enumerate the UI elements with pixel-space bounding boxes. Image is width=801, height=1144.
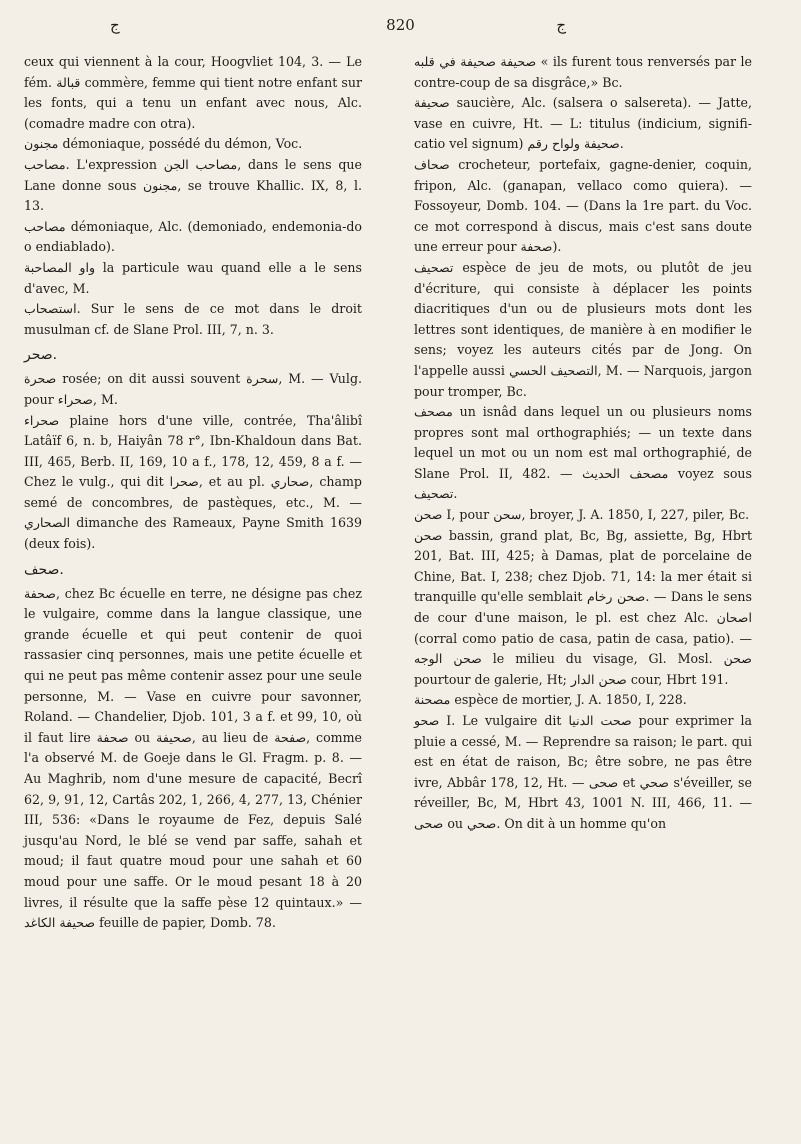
dictionary-entry: مصحنة espèce de mortier, J. A. 1850, I, 228. [414,692,687,708]
dictionary-entry: صحفة, chez Bc écuelle en terre, ne désigne pas chez le vulgaire, comme dans la langue classique, une grande écuelle et qui peut contenir de quoi rassasier cinq personnes, mais une petite écuelle et qui ne peut pas même contenir assez pour une seule personne, M. — Vase en cuivre pour savonner, Roland. — Chandelier, Djob. 101, 3 a f. et 99, 10, où il faut lire صحفة ou صحيفة, au lieu de صفحة, comme l'a observé M. de Goeje dans le Gl. Fragm. p. 8. — Au Maghrib, nom d'une mesure de capacité, Becrî 62, 9, 91, 12, Cartâs 202, 1, 266, 4, 277, 13, Chénier III, 536: «Dans le royaume de Fez, depuis Salé jusqu'au Nord, le blé se vend par saffe, sahah et moud; il faut quatre moud pour une sahah et 60 moud pour une saffe. Or le moud pesant 18 à 20 livres, il résulte que la saffe pèse 12 quintaux.» — صحيفة الكاغد feuille de papier, Domb. 78. [24,585,363,931]
dictionary-entry: صحن bassin, grand plat, Bc, Bg, assiette, Bg, Hbrt 201, Bat. III, 425; à Damas, plat de porcelaine de Chine, Bat. I, 238; chez Djob. 71, 14: la mer était si tranquille qu'elle semblait صحن رخام. — Dans le sens de cour d'une maison, le pl. est chez Alc. اصحان (corral como patio de casa, patin de casa, patio). — صحن الوجه le milieu du visage, Gl. Mosl. صحن pourtour de galerie, Ht; صحن الدار cour, Hbrt 191. [414,527,752,687]
dictionary-entry: صحراء plaine hors d'une ville, contrée, Tha'âlibî Latâïf 6, n. b, Haiyân 78 r°, Ibn-Khaldoun dans Bat. III, 465, Berb. II, 169, 10 a f., 178, 12, 459, 8 a f. — Chez le vulg., qui dit صحرا, et au pl. صحاري, champ semé de concombres, de pastèques, etc., M. — الصحاري dimanche des Rameaux, Payne Smith 1639 (deux fois). [24,412,362,552]
dictionary-entry: مصاحب. L'expression مصاحب الجن, dans le sens que Lane donne sous مجنون, se trouve Khallic. IX, 8, l. 13. [24,156,362,214]
dictionary-entry: تصحيف espèce de jeu de mots, ou plutôt de jeu d'écriture, qui consiste à déplacer les points diacritiques d'un ou de plusieurs mots dont les lettres sont identiques, de manière à en modifier le sens; voyez les auteurs cités par de Jong. On l'appelle aussi التصحيف الحسي, M. — Narquois, jargon pour tromper, Bc. [414,259,752,399]
dictionary-entry: صحرة rosée; on dit aussi souvent سحرة, M. — Vulg. pour صحراء, M. [24,371,363,407]
header-arabic-left: ج [110,16,120,34]
header-arabic-right: ج [556,16,566,34]
dictionary-entry: ceux qui viennent à la cour, Hoogvliet 104, 3. — Le fém. قبالة commère, femme qui tient notre enfant sur les fonts, qui a tenu un enfant avec nous, Alc. (comadre madre con otra). [24,54,362,131]
page-number: 820 [386,16,415,34]
dictionary-entry: مجنون démoniaque, possédé du démon, Voc. [24,136,303,152]
root-heading: صحر. [24,347,58,364]
right-column [414,52,752,835]
left-column [24,52,362,934]
dictionary-entry: صحو I. Le vulgaire dit صحت الدنيا pour exprimer la pluie a cessé, M. — Reprendre sa raison; le part. qui est en état de raison, Bc; être sobre, ne pas être ivre, Abbâr 178, 12, Ht. — صحى et صحي s'éveiller, se réveiller, Bc, M, Hbrt 43, 1001 N. III, 466, 11. — صحى ou صحي. On dit à un homme qu'on [414,713,752,831]
dictionary-entry: مصحف un isnâd dans lequel un ou plusieurs noms propres sont mal orthographiés; — un texte dans lequel un mot ou un nom est mal orthographié, de Slane Prol. II, 482. — مصحف الحديث voyez sous تصحيف. [414,404,752,502]
dictionary-entry: مصاحب démoniaque, Alc. (demoniado, endemonia-do o endiablado). [24,218,362,255]
dictionary-entry: صحن I, pour سحن, broyer, J. A. 1850, I, 227, piler, Bc. [414,507,750,523]
root-heading: صحف. [24,561,64,578]
dictionary-entry: استصحاب. Sur le sens de ce mot dans le droit musulman cf. de Slane Prol. III, 7, n. 3. [24,301,362,337]
dictionary-entry: واو المصاحبة la particule wau quand elle a le sens d'avec, M. [24,259,363,296]
dictionary-entry: صحيفة saucière, Alc. (salsera o salsereta). — Jatte, vase en cuivre, Ht. — L: titulus (indicium, signifi-catio vel signum) صحيفة ولواح رقم. [414,95,752,152]
dictionary-entry: صحيفة صحيفة في قلبه « ils furent tous renversés par le contre-coup de sa disgrâce,» Bc. [414,54,752,90]
dictionary-entry: صحاف crocheteur, portefaix, gagne-denier, coquin, fripon, Alc. (ganapan, vellaco como quiera). — Fossoyeur, Domb. 104. — (Dans la 1re part. du Voc. ce mot correspond à discus, mais c'est sans doute une erreur pour صحفة). [414,156,752,255]
page-header [0,16,801,40]
